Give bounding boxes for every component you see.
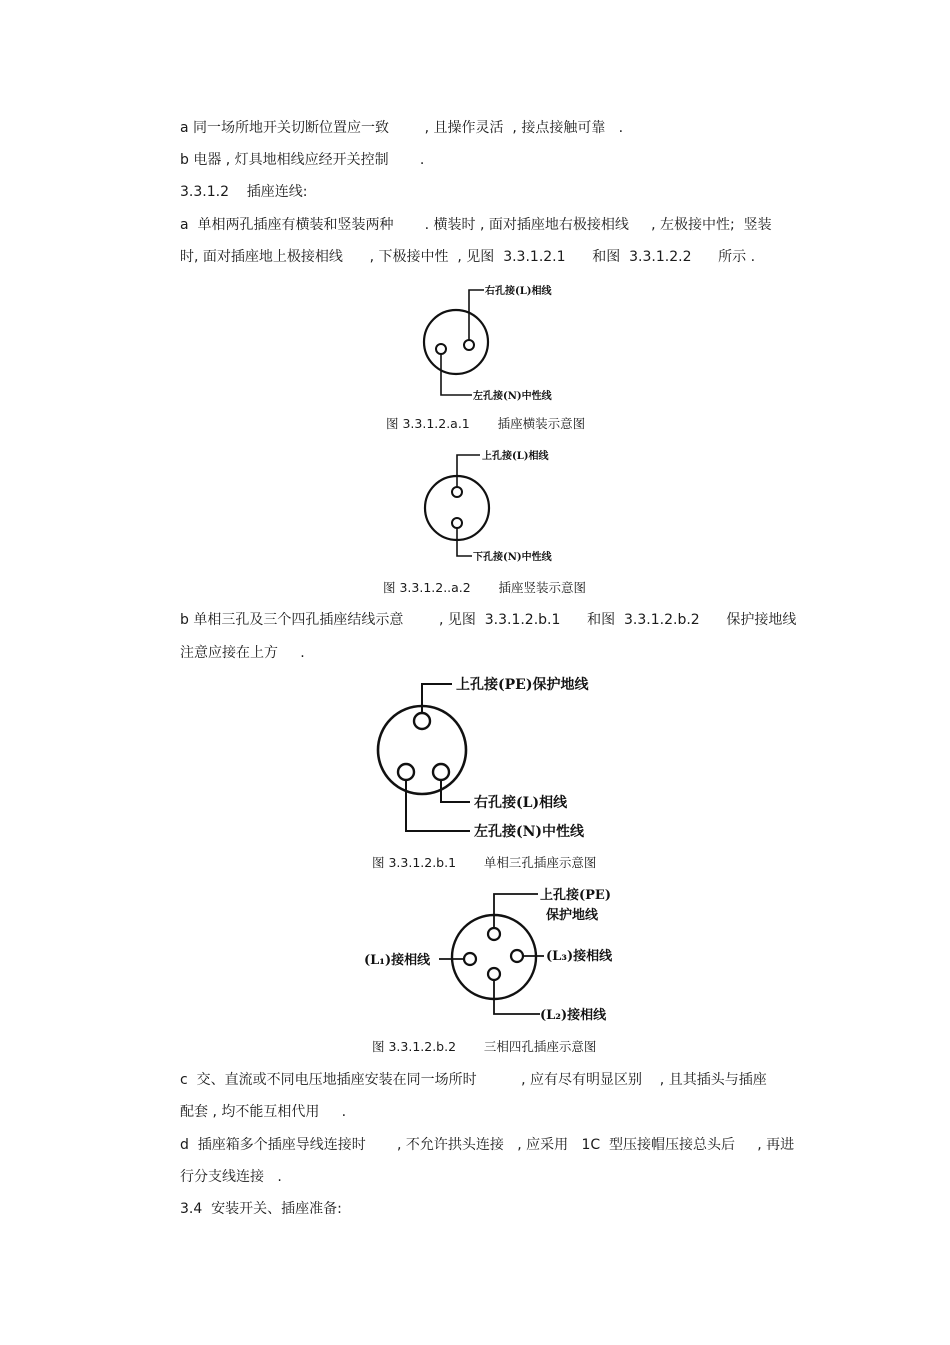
paragraph-three-hole-line2: 注意应接在上方 . — [180, 645, 305, 661]
left-hole — [398, 764, 414, 780]
paragraph-ac-dc-line2: 配套 , 均不能互相代用 . — [180, 1104, 347, 1120]
label-left-hole: 左孔接(N)中性线 — [474, 824, 585, 840]
section-heading-3-3-1-2: 3.3.1.2 插座连线: — [180, 184, 308, 200]
right-hole — [433, 764, 449, 780]
label-pe-hole: 上孔接(PE)保护地线 — [456, 677, 589, 693]
paragraph-ac-dc-line1: c 交、直流或不同电压地插座安装在同一场所时 , 应有尽有明显区别 , 且其插头与插座 — [180, 1072, 767, 1088]
figure-three-hole — [370, 672, 620, 844]
socket-outline — [424, 310, 488, 374]
pe-hole — [488, 928, 500, 940]
figure-two-hole-horizontal — [420, 280, 600, 408]
l2-hole — [488, 968, 500, 980]
figure-two-hole-vertical — [420, 445, 600, 570]
figure-four-hole — [360, 884, 622, 1026]
socket-outline — [378, 706, 466, 794]
upper-hole — [452, 487, 462, 497]
paragraph-switch-position: a 同一场所地开关切断位置应一致 , 且操作灵活 , 接点接触可靠 . — [180, 120, 624, 136]
l3-hole — [511, 950, 523, 962]
left-hole — [436, 344, 446, 354]
caption-fig-a2: 图 3.3.1.2..a.2 插座竖装示意图 — [383, 580, 587, 595]
paragraph-phase-switch: b 电器 , 灯具地相线应经开关控制 . — [180, 152, 425, 168]
label-lower-hole: 下孔接(N)中性线 — [473, 552, 552, 563]
paragraph-three-hole-line1: b 单相三孔及三个四孔插座结线示意 , 见图 3.3.1.2.b.1 和图 3.3.1.2.b.2 保护接地线 — [180, 612, 797, 628]
label-pe-line1: 上孔接(PE) — [540, 888, 611, 903]
pe-hole — [414, 713, 430, 729]
paragraph-socket-box-line2: 行分支线连接 . — [180, 1169, 282, 1185]
caption-fig-a1: 图 3.3.1.2.a.1 插座横装示意图 — [386, 416, 586, 431]
paragraph-two-hole-line1: a 单相两孔插座有横装和竖装两种 . 横装时 , 面对插座地右极接相线 , 左极接中性; 竖装 — [180, 217, 772, 233]
paragraph-two-hole-line2: 时, 面对插座地上极接相线 , 下极接中性 , 见图 3.3.1.2.1 和图 3.3.1.2.2 所示 . — [180, 249, 756, 265]
right-hole — [464, 340, 474, 350]
label-l2: (L₂)接相线 — [540, 1008, 607, 1023]
label-l1: (L₁)接相线 — [364, 953, 431, 968]
label-l3: (L₃)接相线 — [546, 949, 613, 964]
caption-fig-b2: 图 3.3.1.2.b.2 三相四孔插座示意图 — [372, 1039, 597, 1054]
section-heading-3-4: 3.4 安装开关、插座准备: — [180, 1201, 342, 1217]
l1-hole — [464, 953, 476, 965]
label-pe-line2: 保护地线 — [546, 908, 599, 923]
paragraph-socket-box-line1: d 插座箱多个插座导线连接时 , 不允许拱头连接 , 应采用 1C 型压接帽压接总头后 , 再进 — [180, 1137, 795, 1153]
label-left-hole: 左孔接(N)中性线 — [473, 391, 552, 402]
lower-hole — [452, 518, 462, 528]
caption-fig-b1: 图 3.3.1.2.b.1 单相三孔插座示意图 — [372, 855, 597, 870]
label-upper-hole: 上孔接(L)相线 — [482, 451, 549, 462]
label-right-hole: 右孔接(L)相线 — [474, 795, 568, 811]
label-right-hole: 右孔接(L)相线 — [485, 286, 552, 297]
